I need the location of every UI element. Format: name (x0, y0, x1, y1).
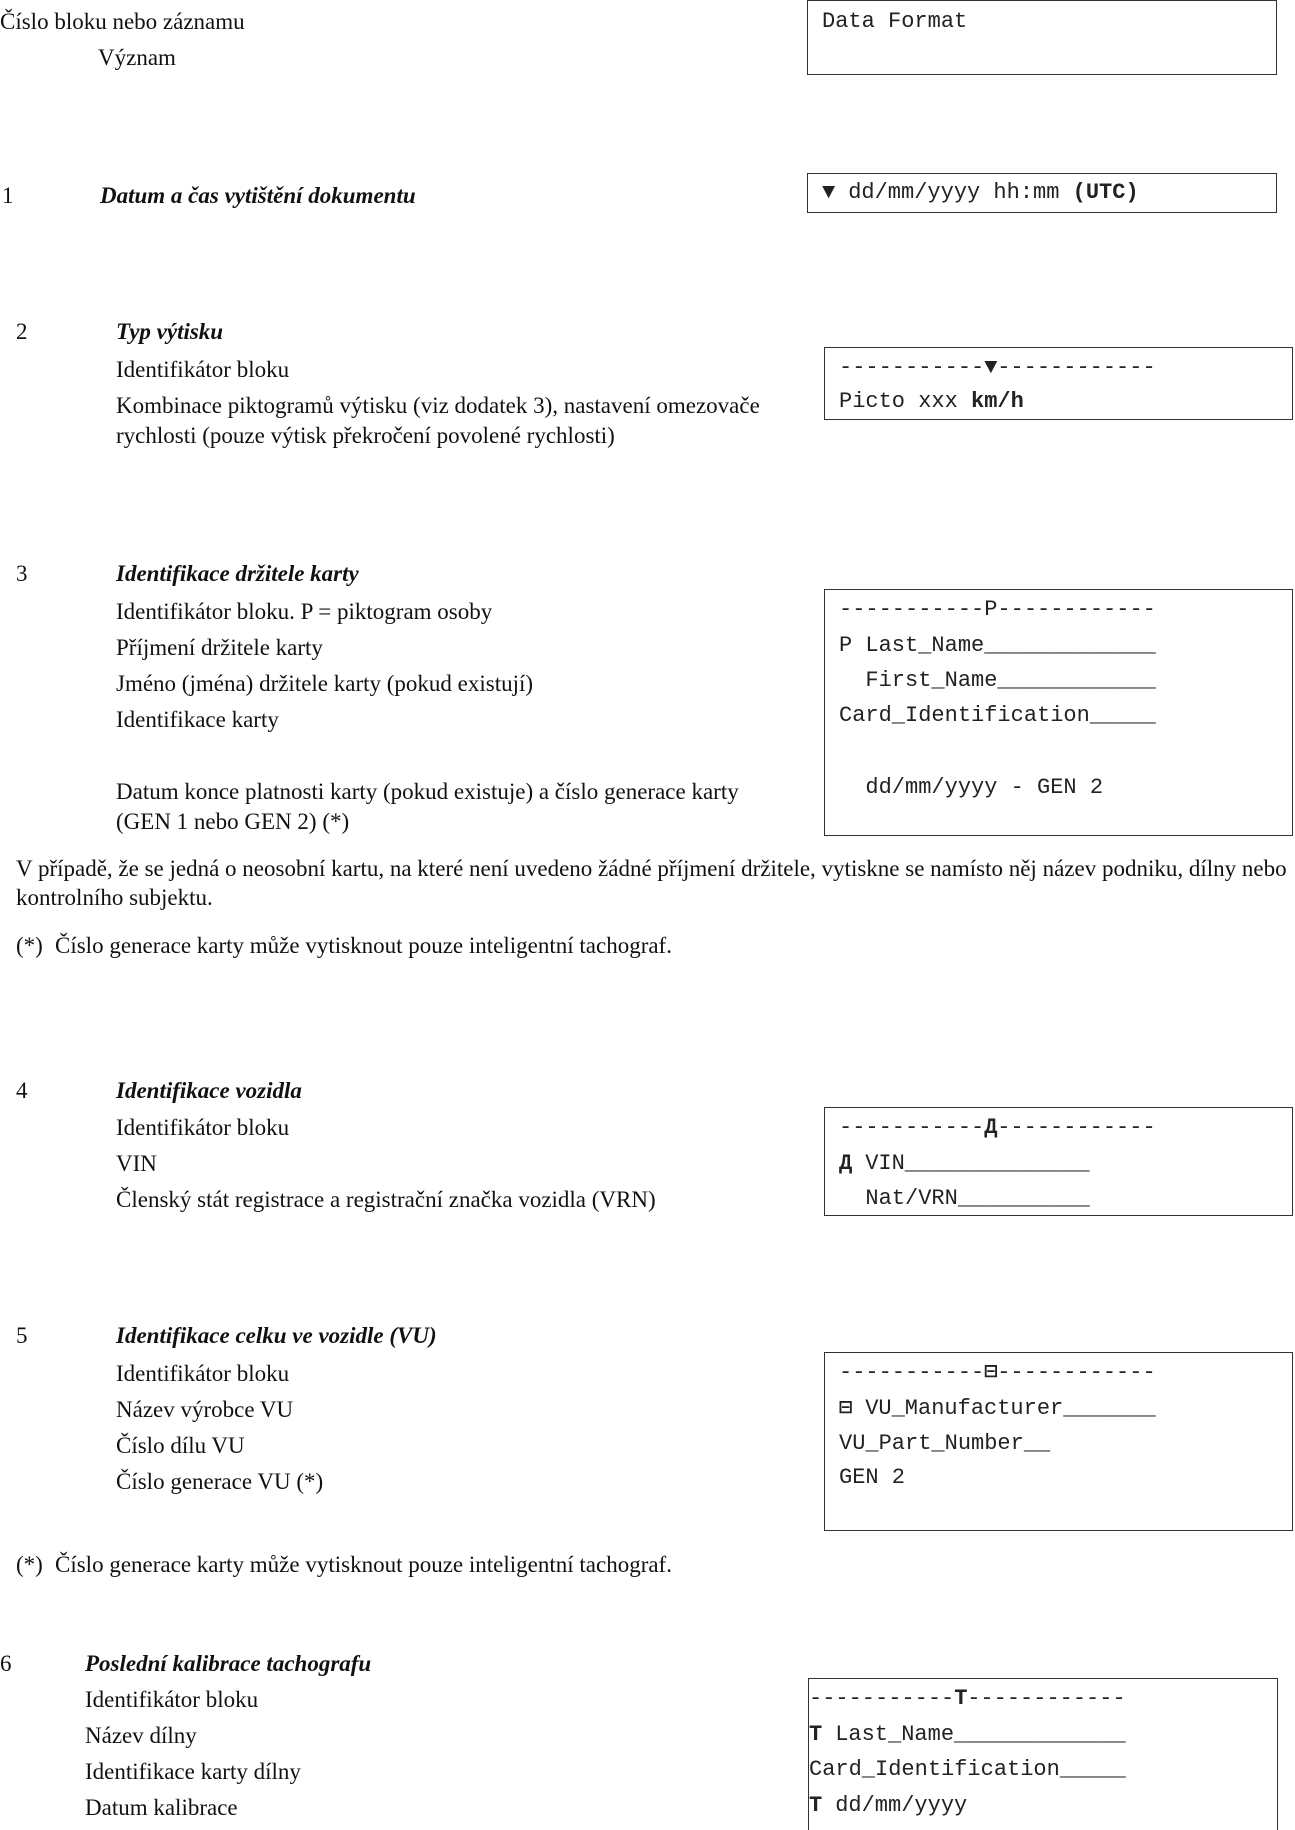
dash-left: ----------- (809, 1686, 955, 1711)
block4-number: 4 (16, 1078, 28, 1103)
block2-format-line2 (839, 389, 1024, 415)
picto-text: Picto xxx (839, 389, 958, 414)
vin-field: VIN______________ (852, 1151, 1090, 1176)
block2-line3: rychlosti (pouze výtisk překročení povolené rychlosti) (116, 423, 615, 448)
vehicle-icon: Д (839, 1151, 853, 1176)
print-pictogram-icon: ▼ (984, 355, 998, 380)
block3-format-box (824, 589, 1293, 836)
block3-note: V případě, že se jedná o neosobní kartu, na které není uvedeno žádné příjmení držitele, vytiskne se namísto něj název podniku, dílny nebo kontrolního subjektu. (16, 856, 1287, 910)
block4-line3: Členský stát registrace a registrační značka vozidla (VRN) (116, 1187, 656, 1212)
dash-left: ----------- (839, 1360, 985, 1385)
block1-format-box (807, 173, 1277, 213)
block3-format-line4: Card_Identification_____ (839, 703, 1156, 728)
block2-format-dash (839, 355, 1156, 381)
block2-line1: Identifikátor bloku (116, 357, 290, 382)
block3-line6: (GEN 1 nebo GEN 2) (*) (116, 809, 350, 834)
data-format-label: Data Format (822, 9, 968, 34)
col-label-meaning: Význam (98, 45, 176, 70)
block6-format-line3: Card_Identification_____ (809, 1757, 1126, 1782)
header-format-box (807, 0, 1277, 75)
block6-format-box (808, 1678, 1278, 1830)
block6-format-line4 (809, 1793, 967, 1819)
block6-line2: Název dílny (85, 1723, 197, 1748)
block3-line1: Identifikátor bloku. P = piktogram osoby (116, 599, 493, 624)
block5-title: Identifikace celku ve vozidle (VU) (116, 1323, 437, 1348)
block1-format-utc: (UTC) (1072, 180, 1139, 205)
dash-right: ------------ (997, 355, 1156, 380)
vehicle-unit-icon: ⊟ (839, 1396, 853, 1421)
block6-line1: Identifikátor bloku (85, 1687, 259, 1712)
block5-format-dash (839, 1360, 1156, 1386)
dash-left: ----------- (839, 1115, 985, 1140)
block3-line5: Datum konce platnosti karty (pokud existuje) a číslo generace karty (116, 779, 739, 804)
vehicle-icon: Д (984, 1115, 998, 1140)
block1-format-line (822, 180, 1139, 206)
block1-title: Datum a čas vytištění dokumentu (100, 183, 416, 208)
block3-format-line3: First_Name____________ (839, 668, 1156, 693)
block2-format-box (824, 347, 1293, 420)
block6-number: 6 (0, 1651, 12, 1676)
dash-left: ----------- (839, 355, 985, 380)
block3-format-line2: P Last_Name_____________ (839, 633, 1156, 658)
block3-line3: Jméno (jména) držitele karty (pokud existují) (116, 671, 534, 696)
block5-footnote-mark: (*) (16, 1552, 43, 1577)
block6-line4: Datum kalibrace (85, 1795, 238, 1820)
vehicle-unit-icon: ⊟ (984, 1360, 998, 1385)
block2-number: 2 (16, 319, 28, 344)
block3-title: Identifikace držitele karty (116, 561, 359, 586)
block6-format-line2 (809, 1722, 1126, 1748)
workshop-icon: T (809, 1793, 823, 1818)
block1-number: 1 (2, 183, 14, 208)
block4-format-box (824, 1107, 1293, 1216)
col-label-block-number: Číslo bloku nebo záznamu (0, 9, 245, 34)
block5-format-line3: VU_Part_Number__ (839, 1431, 1051, 1456)
block1-format-text: dd/mm/yyyy hh:mm (848, 180, 1060, 205)
block5-line4: Číslo generace VU (*) (116, 1469, 324, 1494)
block5-format-box (824, 1352, 1293, 1531)
block6-format-dash (809, 1686, 1126, 1712)
block5-footnote-text: Číslo generace karty může vytisknout pouze inteligentní tachograf. (55, 1552, 672, 1577)
block3-footnote-mark: (*) (16, 933, 43, 958)
workshop-icon: T (954, 1686, 968, 1711)
block3-format-line1: -----------P------------ (839, 597, 1156, 622)
block5-format-line2 (839, 1396, 1156, 1422)
block2-line2: Kombinace piktogramů výtisku (viz dodatek 3), nastavení omezovače (116, 393, 760, 418)
dash-right: ------------ (997, 1360, 1156, 1385)
print-pictogram-icon: ▼ (822, 180, 836, 205)
block6-title: Poslední kalibrace tachografu (85, 1651, 372, 1676)
block5-line2: Název výrobce VU (116, 1397, 294, 1422)
block4-line1: Identifikátor bloku (116, 1115, 290, 1140)
block4-line2: VIN (116, 1151, 157, 1176)
block5-number: 5 (16, 1323, 28, 1348)
block3-line2: Příjmení držitele karty (116, 635, 323, 660)
block5-line3: Číslo dílu VU (116, 1433, 245, 1458)
block4-format-line2 (839, 1151, 1090, 1177)
dash-right: ------------ (967, 1686, 1126, 1711)
block4-title: Identifikace vozidla (116, 1078, 302, 1103)
workshop-name-field: Last_Name_____________ (822, 1722, 1126, 1747)
block4-format-line3: Nat/VRN__________ (839, 1186, 1090, 1211)
block2-title: Typ výtisku (116, 319, 224, 344)
block6-line3: Identifikace karty dílny (85, 1759, 301, 1784)
block5-format-line4: GEN 2 (839, 1465, 906, 1490)
block3-line4: Identifikace karty (116, 707, 279, 732)
block3-format-line5: dd/mm/yyyy - GEN 2 (839, 775, 1104, 800)
vu-manufacturer-field: VU_Manufacturer_______ (852, 1396, 1156, 1421)
speed-unit: km/h (971, 389, 1024, 414)
block4-format-dash (839, 1115, 1156, 1141)
workshop-icon: T (809, 1722, 823, 1747)
calibration-date-field: dd/mm/yyyy (822, 1793, 968, 1818)
block3-number: 3 (16, 561, 28, 586)
block3-footnote-text: Číslo generace karty může vytisknout pouze inteligentní tachograf. (55, 933, 672, 958)
block5-line1: Identifikátor bloku (116, 1361, 290, 1386)
dash-right: ------------ (997, 1115, 1156, 1140)
